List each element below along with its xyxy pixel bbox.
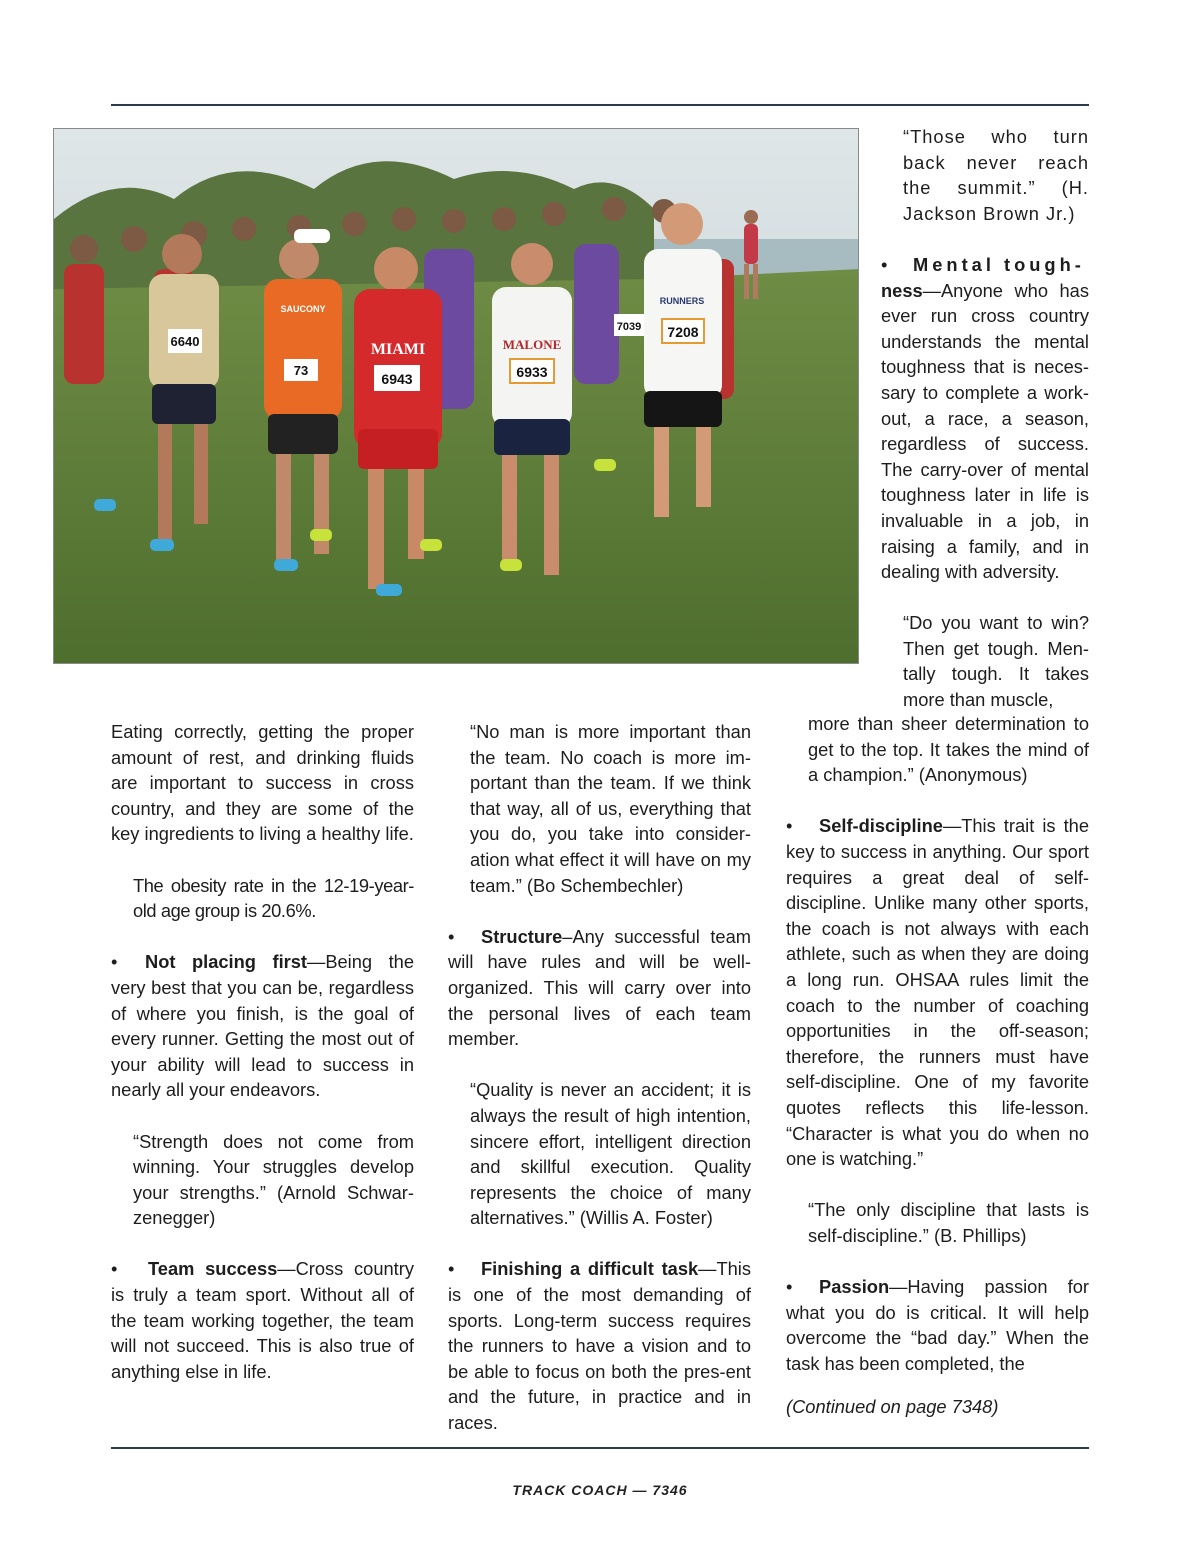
bullet: • <box>881 253 888 275</box>
bullet: • <box>448 925 455 947</box>
jersey-text: MALONE <box>502 337 562 352</box>
continued-note: (Continued on page 7348) <box>786 1396 999 1418</box>
structure-text: –Any successful team will have rules and will be well-organized. This will carry over into the personal lives of each team member. <box>448 925 751 1050</box>
obesity-fact: The obesity rate in the 12-19-year-old age group is 20.6%. <box>133 874 414 922</box>
not-placing-first-paragraph <box>111 949 414 1103</box>
runners-photo <box>53 128 859 664</box>
structure-heading: Structure <box>481 925 563 947</box>
quote-those-who-turn: “Those who turn back never reach the summit.” (H. Jackson Brown Jr.) <box>903 126 1089 224</box>
bib-number: 73 <box>293 363 309 378</box>
self-discipline-paragraph <box>786 813 1089 1171</box>
bib-number: 6640 <box>170 334 200 349</box>
left-column <box>111 719 414 1384</box>
bullet: • <box>111 1258 118 1280</box>
middle-column <box>448 719 751 1436</box>
self-discipline-text: —This trait is the key to success in anything. Our sport requires a great deal of self-discipline. Unlike many other sports, the coach is not always with each athlete, such as when they are doing a long run. OHSAA rules limit the coach to the number of coaching opportunities in the off-season; therefore, the runners must have self-discipline. One of my favorite quotes reflects this life-lesson. “Character is what you do when no one is watching.” <box>786 815 1089 1170</box>
mental-toughness-heading-end: ness <box>881 279 923 301</box>
bullet: • <box>786 1276 793 1298</box>
quote-only-discipline: “The only discipline that lasts is self-discipline.” (B. Phillips) <box>808 1199 1089 1246</box>
finishing-task-text: —This is one of the most demanding of sports. Long-term success requires the runners to have a vision and to be able to focus on both the pres-ent and the future, in practice and in races. <box>448 1258 751 1434</box>
top-rule <box>111 104 1089 106</box>
team-success-text: —Cross country is truly a team sport. Without all of the team working together, the team will not succeed. This is also true of anything else in life. <box>111 1258 414 1382</box>
finishing-task-heading: Finishing a difficult task <box>481 1258 699 1280</box>
bib-number: 6943 <box>381 371 413 387</box>
passion-text: —Having passion for what you do is critical. It will help overcome the “bad day.” When the task has been completed, the <box>786 1276 1089 1374</box>
bib-number: 7208 <box>667 324 699 340</box>
passion-paragraph <box>786 1274 1089 1376</box>
quote-strength: “Strength does not come from winning. Your struggles develop your strengths.” (Arnold Schwar-zenegger) <box>133 1130 414 1229</box>
quote-do-you-want-to-win: “Do you want to win? Then get tough. Men-tally tough. It takes more than muscle, <box>903 612 1089 711</box>
not-placing-first-heading: Not placing first <box>145 951 308 973</box>
jersey-text: SAUCONY <box>280 304 326 314</box>
team-success-heading: Team success <box>148 1258 278 1280</box>
bullet: • <box>786 815 793 837</box>
mental-toughness-heading: Mental tough- <box>913 253 1085 275</box>
jersey-text: MIAMI <box>370 341 426 358</box>
right-column-top <box>881 124 1089 713</box>
bib-number: 7039 <box>616 321 642 333</box>
quote-no-man: “No man is more important than the team. No coach is more im-portant than the team. If we think that way, all of us, everything that you do, you take into consider-ation what effect it will have on my team.” (Bo Schembechler) <box>470 721 751 896</box>
intro-paragraph: Eating correctly, getting the proper amount of rest, and drinking fluids are important to success in cross country, and they are some of the key ingredients to living a healthy life. <box>111 721 414 845</box>
right-column-bottom <box>786 711 1089 1420</box>
mental-toughness-text: —Anyone who has ever run cross country understands the mental toughness that is neces-sary to complete a work-out, a race, a season, regardless of success. The carry-over of mental toughness later in life is invaluable in a job, in raising a family, and in dealing with adversity. <box>881 279 1089 583</box>
structure-paragraph <box>448 924 751 1052</box>
bottom-rule <box>111 1447 1089 1449</box>
self-discipline-heading: Self-discipline <box>819 815 943 837</box>
quote-quality: “Quality is never an accident; it is always the result of high intention, sincere effort, intelligent direction and skillful execution. Quality represents the choice of many alternatives.” (Willis A. Foster) <box>470 1079 751 1229</box>
finishing-task-paragraph <box>448 1256 751 1435</box>
not-placing-first-text: —Being the very best that you can be, regardless of where you finish, is the goal of every runner. Getting the most out of your ability will lead to success in nearly all your endeavors. <box>111 951 414 1101</box>
passion-heading: Passion <box>819 1276 890 1298</box>
bullet: • <box>448 1258 455 1280</box>
team-success-paragraph <box>111 1256 414 1384</box>
bib-number: 6933 <box>516 364 548 380</box>
bullet: • <box>111 951 118 973</box>
quote-do-you-want-to-win-cont: more than sheer determination to get to the top. It takes the mind of a champion.” (Anonymous) <box>808 713 1089 786</box>
mental-toughness-paragraph <box>881 252 1089 585</box>
page-footer: TRACK COACH — 7346 <box>512 1482 688 1498</box>
jersey-text: RUNNERS <box>659 296 705 306</box>
